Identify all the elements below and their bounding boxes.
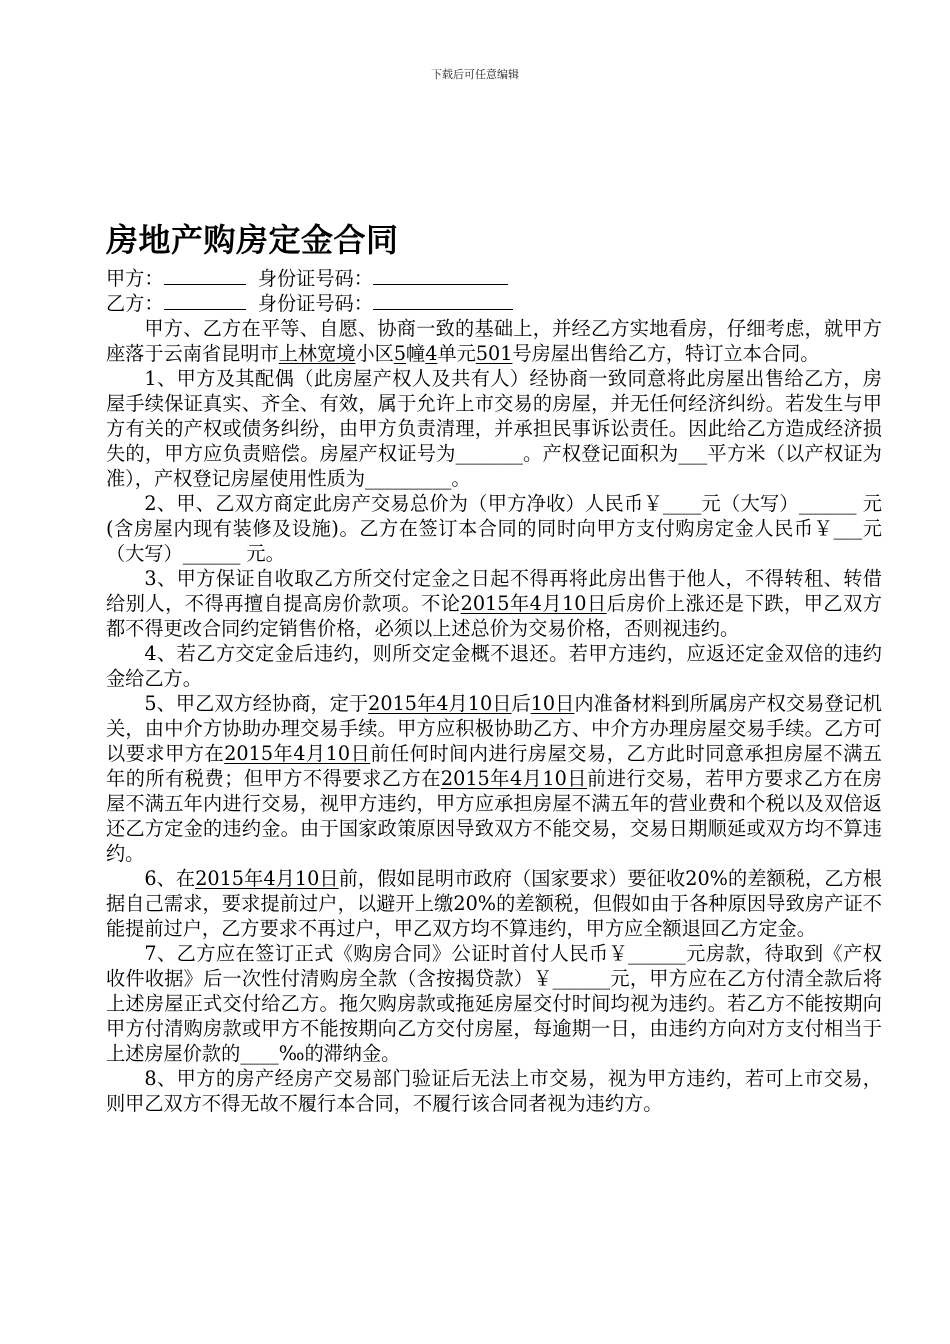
p5-text-1: 5、甲乙双方经协商，定于 [144, 692, 369, 715]
contract-body [106, 216, 882, 1116]
p5-text-5: 前进行交易，若甲方要求乙方在房屋不满五年内进行交易，视甲方违约，甲方应承担房屋不满五年的营业费和个税以及双倍返还乙方定金的违约金。由于国家政策原因导致双方不能交易，交易日期顺延或双方均不算违约。 [106, 767, 882, 865]
party-b-name-blank [164, 291, 246, 310]
intro-text-3: 幢 [406, 342, 426, 365]
p5-text-3: 内准备材料到所属房产权交易登记机关，由中介方协助办理交易手续。甲方应积极协助乙方、中介方办理房屋交易手续。乙方可以要求甲方在 [106, 692, 882, 765]
p3-text-1: 3、甲方保证自收取乙方所交付定金之日起不得再将此房出售于他人，不得转租、转借给别人，不得再擅自提高房价款项。不论 [106, 567, 882, 615]
paragraph-8: 8、甲方的房产经房产交易部门验证后无法上市交易，视为甲方违约，若可上市交易，则甲乙双方不得无故不履行本合同，不履行该合同者视为违约方。 [106, 1067, 882, 1115]
paragraph-3 [106, 566, 882, 641]
party-a-id-label: 身份证号码： [257, 267, 373, 290]
p2-text-4: 元（大写） [106, 517, 882, 565]
p2-text-3: 元(含房屋内现有装修及设施)。乙方在签订本合同的同时向甲方支付购房定金人民币￥ [106, 492, 882, 540]
building-number: 5 [393, 342, 407, 365]
full-payment-blank: ______ [552, 967, 611, 990]
deposit-blank: ___ [833, 517, 863, 540]
header-note: 下载后可任意编辑 [431, 68, 519, 81]
intro-text-5: 号房屋出售给乙方，特订立本合同。 [512, 342, 820, 365]
party-b-label: 乙方： [106, 292, 164, 315]
usage-blank: _________ [365, 467, 452, 490]
paragraph-intro [106, 316, 882, 366]
intro-text-1: 甲方、乙方在平等、自愿、协商一致的基础上，并经乙方实地看房，仔细考虑，就甲方座落于云南省昆明市 [106, 317, 882, 365]
p5-text-2: 后 [511, 692, 531, 715]
intro-text-2: 小区 [355, 342, 394, 365]
p1-text-3: 平方米（以产权证为准），产权登记房屋使用性质为 [106, 442, 882, 490]
p5-date-3: 2015年4月10日 [440, 767, 587, 790]
p1-text-4: 。 [451, 467, 471, 490]
document-title: 房地产购房定金合同 [106, 221, 399, 259]
paragraph-7 [106, 941, 882, 1066]
p5-date-2: 2015年4月10日 [224, 742, 371, 765]
paragraph-5 [106, 691, 882, 866]
p5-text-4: 前任何时间内进行房屋交易，乙方此时同意承担房屋不满五年的所有税费；但甲方不得要求乙方在 [106, 742, 882, 790]
community-name: 上林宽境 [278, 342, 356, 365]
p7-text-2: 元房款，待取到《产权收件收据》后一次性付清购房全款（含按揭贷款）￥ [106, 942, 882, 990]
intro-text-4: 单元 [437, 342, 476, 365]
deposit-words-blank: ______ [182, 542, 241, 565]
area-blank: ___ [678, 442, 708, 465]
party-a-label: 甲方： [106, 267, 164, 290]
p6-date: 2015年4月10日 [195, 867, 339, 890]
p1-text-2: 。产权登记面积为 [522, 442, 679, 465]
room-number: 501 [475, 342, 513, 365]
p7-text-4: 的滞纳金。 [304, 1042, 401, 1065]
p6-text-2: 前，假如昆明市政府（国家要求）要征收20%的差额税，乙方根据自己需求，要求提前过户，以避开上缴20%的差额税，但假如由于各种原因导致房产证不能提前过户，乙方要求不再过户，甲乙双方均不算违约，甲方应全额退回乙方定金。 [106, 867, 882, 940]
down-payment-blank: ______ [628, 942, 686, 965]
p5-days: 10日 [530, 692, 575, 715]
p6-text-1: 6、在 [144, 867, 196, 890]
p3-text-2: 后房价上涨还是下跌，甲乙双方都不得更改合同约定销售价格，必须以上述总价为交易价格，否则视违约。 [106, 592, 882, 640]
party-a-line [106, 266, 882, 291]
p2-text-1: 2、甲、乙双方商定此房产交易总价为（甲方净收）人民币￥ [144, 492, 663, 515]
p3-date: 2015年4月10日 [460, 592, 607, 615]
paragraph-4: 4、若乙方交定金后违约，则所交定金概不退还。若甲方违约，应返还定金双倍的违约金给乙方。 [106, 642, 882, 690]
party-b-line [106, 291, 882, 316]
total-price-words-blank: ______ [798, 492, 857, 515]
paragraph-6 [106, 866, 882, 941]
certificate-number-blank: _______ [455, 442, 523, 465]
party-a-id-blank [373, 266, 508, 285]
paragraph-2 [106, 491, 882, 566]
p2-text-2: 元（大写） [701, 492, 799, 515]
paragraph-1 [106, 366, 882, 491]
p7-text-3: 元，甲方应在乙方付清全款后将上述房屋正式交付给乙方。拖欠购房款或拖延房屋交付时间均视为违约。若乙方不能按期向甲方付清购房款或甲方不能按期向乙方交付房屋，每逾期一日，由违约方向对方支付相当于上述房屋价款的 [106, 967, 883, 1065]
p7-text-1: 7、乙方应在签订正式《购房合同》公证时首付人民币￥ [144, 942, 629, 965]
late-fee-rate-blank: ____‰ [240, 1042, 305, 1065]
p5-date-1: 2015年4月10日 [368, 692, 512, 715]
p2-text-5: 元。 [240, 542, 285, 565]
total-price-blank: ____ [662, 492, 702, 515]
p1-text-1: 1、甲方及其配偶（此房屋产权人及共有人）经协商一致同意将此房屋出售给乙方，房屋手续保证真实、齐全、有效，属于允许上市交易的房屋，并无任何经济纠纷。若发生与甲方有关的产权或债务纠纷，由甲方负责清理，并承担民事诉讼责任。因此给乙方造成经济损失的，甲方应负责赔偿。房屋产权证号为 [106, 367, 882, 465]
unit-number: 4 [425, 342, 438, 365]
party-a-name-blank [164, 266, 246, 285]
party-b-id-blank [373, 291, 513, 310]
party-b-id-label: 身份证号码： [257, 292, 373, 315]
